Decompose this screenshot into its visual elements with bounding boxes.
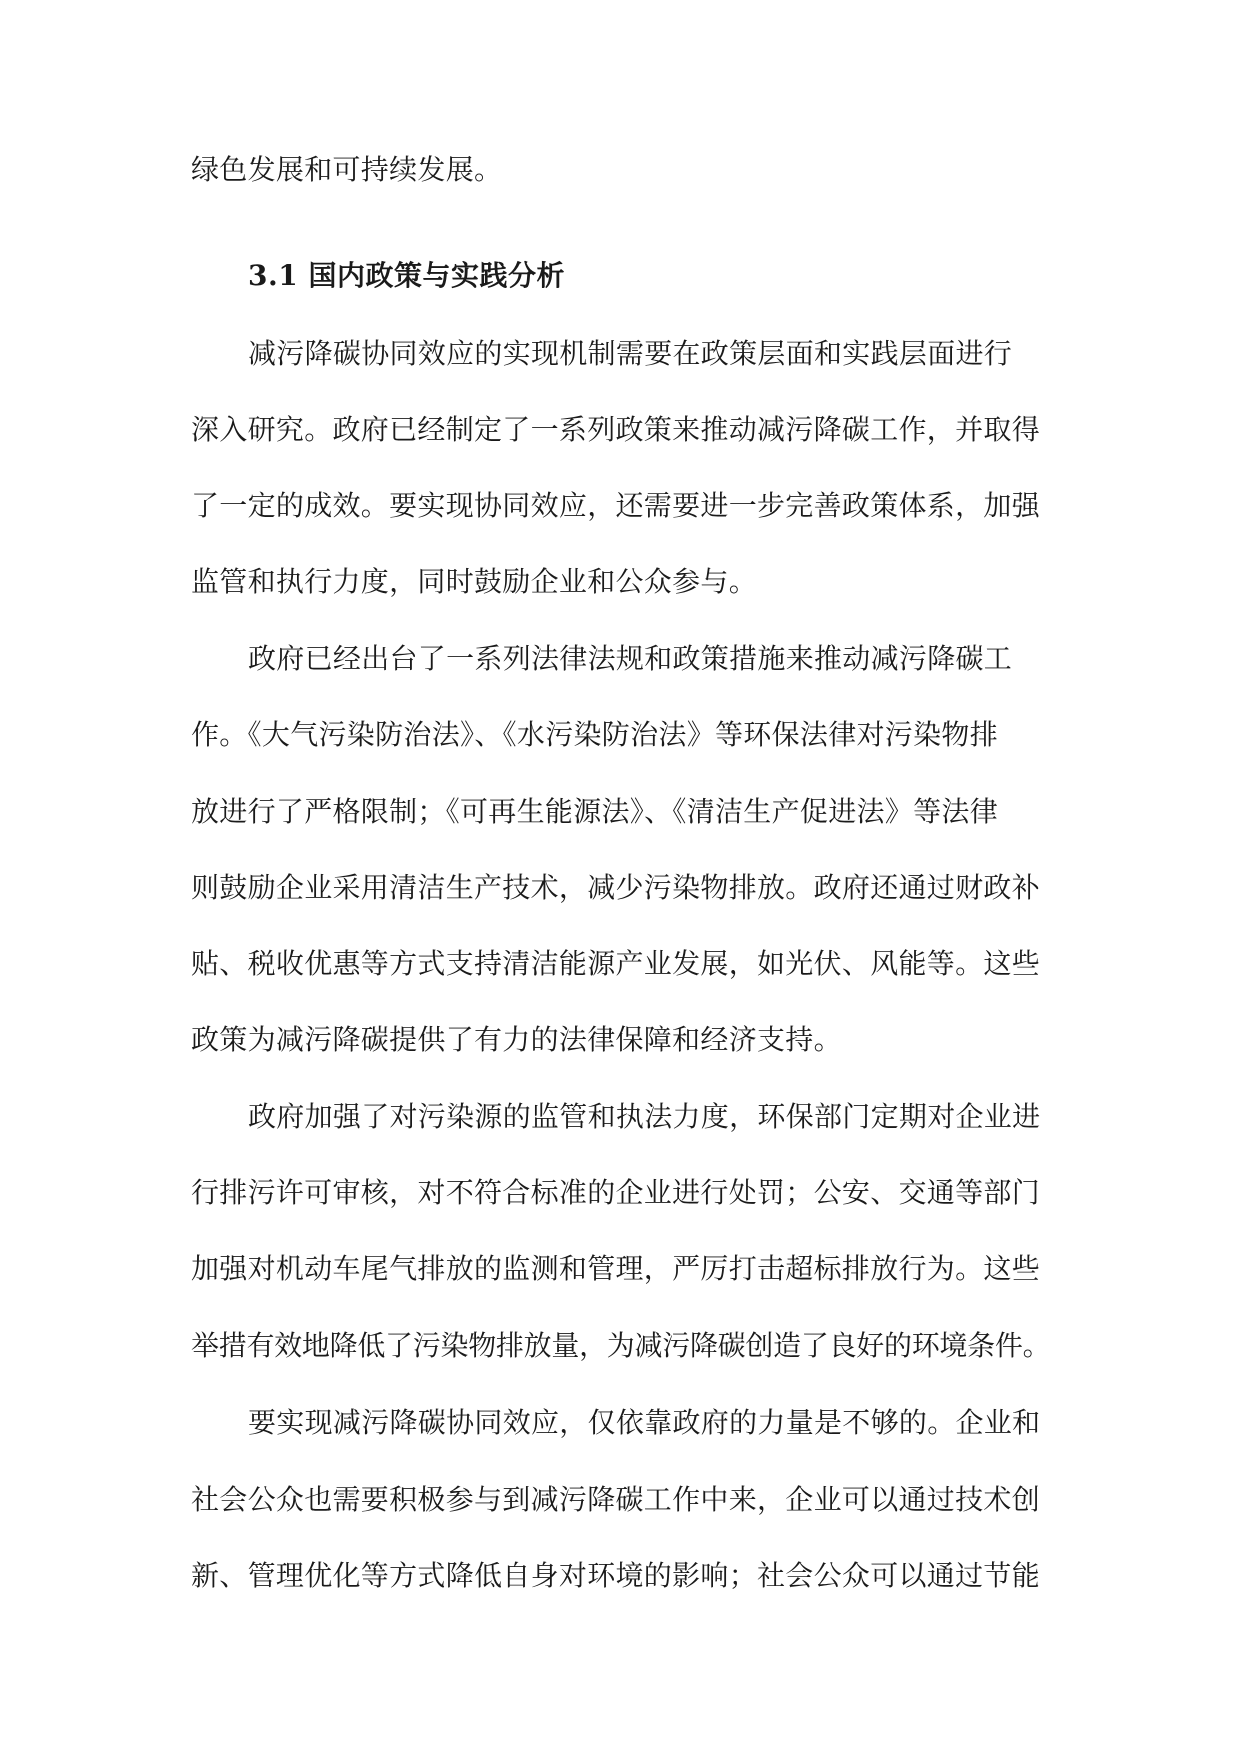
text-line: 要实现减污降碳协同效应，仅依靠政府的力量是不够的。企业和 <box>248 1406 1041 1439</box>
text-line: 放进行了严格限制；《可再生能源法》、《清洁生产促进法》等法律 <box>191 795 999 828</box>
text-line: 减污降碳协同效应的实现机制需要在政策层面和实践层面进行 <box>248 337 1013 370</box>
text-line: 作。《大气污染防治法》、《水污染防治法》等环保法律对污染物排 <box>191 718 999 751</box>
text-line: 新、管理优化等方式降低自身对环境的影响；社会公众可以通过节能 <box>191 1559 1041 1592</box>
text-line: 加强对机动车尾气排放的监测和管理，严厉打击超标排放行为。这些 <box>191 1252 1041 1285</box>
text-line: 政策为减污降碳提供了有力的法律保障和经济支持。 <box>191 1023 842 1056</box>
text-line: 社会公众也需要积极参与到减污降碳工作中来，企业可以通过技术创 <box>191 1483 1041 1516</box>
text-line: 贴、税收优惠等方式支持清洁能源产业发展，如光伏、风能等。这些 <box>191 947 1041 980</box>
text-line: 了一定的成效。要实现协同效应，还需要进一步完善政策体系，加强 <box>191 489 1041 522</box>
text-line: 行排污许可审核，对不符合标准的企业进行处罚；公安、交通等部门 <box>191 1176 1041 1209</box>
text-line: 监管和执行力度，同时鼓励企业和公众参与。 <box>191 565 758 598</box>
text-line: 政府已经出台了一系列法律法规和政策措施来推动减污降碳工 <box>248 642 1013 675</box>
text-line: 深入研究。政府已经制定了一系列政策来推动减污降碳工作，并取得 <box>191 413 1041 446</box>
section-heading: 3.1 国内政策与实践分析 <box>248 259 565 292</box>
text-line: 绿色发展和可持续发展。 <box>191 153 503 186</box>
text-line: 则鼓励企业采用清洁生产技术，减少污染物排放。政府还通过财政补 <box>191 871 1041 904</box>
text-line: 举措有效地降低了污染物排放量，为减污降碳创造了良好的环境条件。 <box>191 1329 1051 1362</box>
text-line: 政府加强了对污染源的监管和执法力度，环保部门定期对企业进 <box>248 1100 1041 1133</box>
